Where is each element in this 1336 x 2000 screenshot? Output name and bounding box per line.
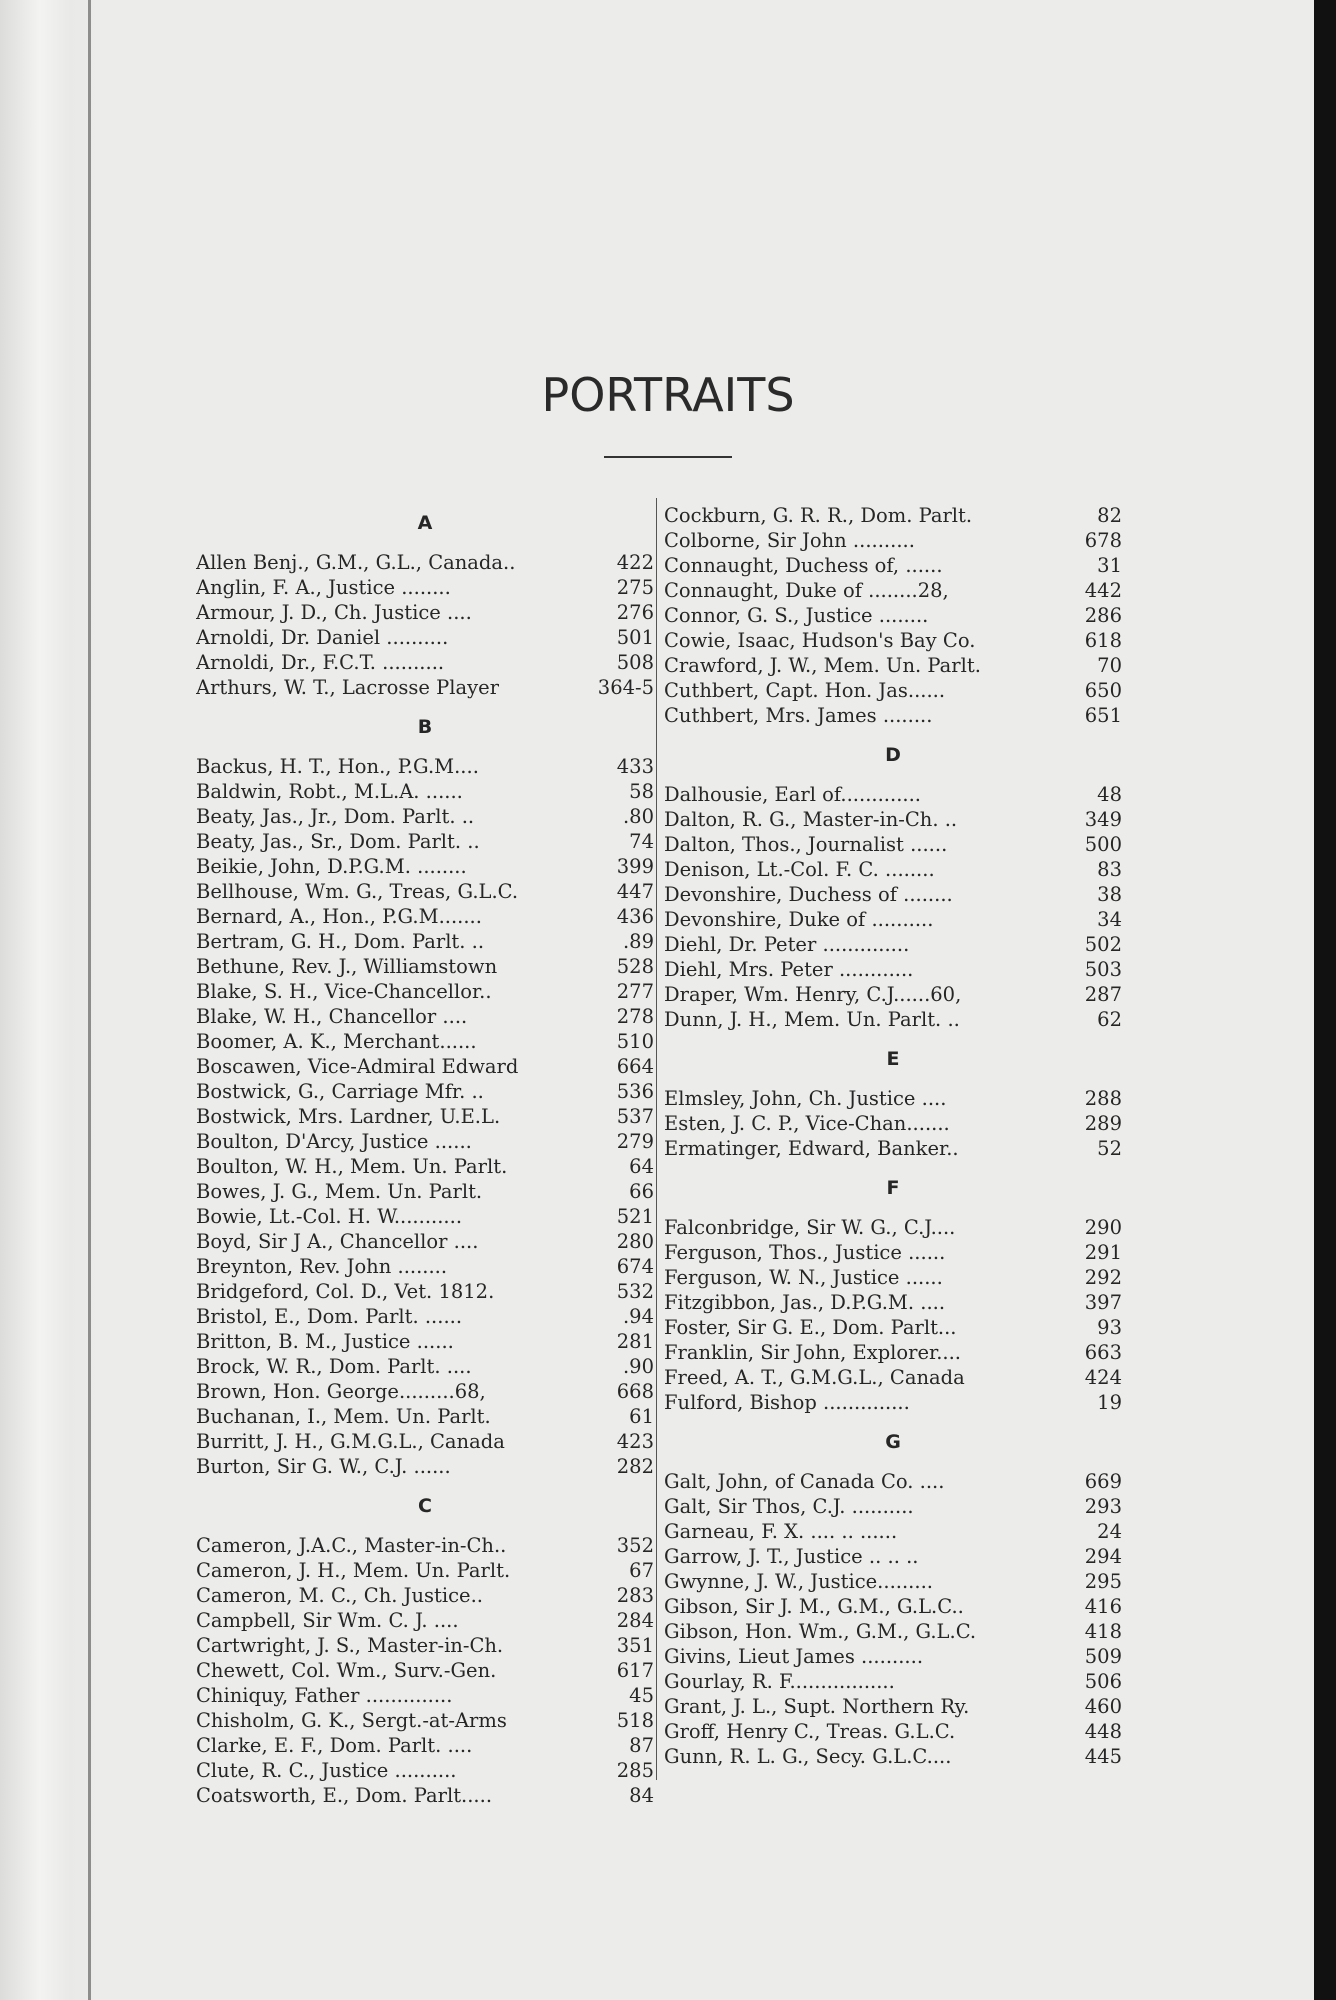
index-entry [196, 829, 654, 854]
entry-name: Ferguson, Thos., Justice ...... [664, 1241, 946, 1264]
entry-page-number: 436 [616, 905, 654, 928]
index-entry [196, 804, 654, 829]
index-entry [196, 1533, 654, 1558]
entry-page-number: 397 [1084, 1291, 1122, 1314]
index-entry [196, 550, 654, 575]
index-entry [664, 832, 1122, 857]
entry-name: Gibson, Hon. Wm., G.M., G.L.C. [664, 1620, 977, 1643]
page-title: PORTRAITS [541, 368, 795, 422]
index-entry [196, 904, 654, 929]
entry-name: Dalton, Thos., Journalist ...... [664, 833, 948, 856]
letter-group [664, 1032, 1122, 1161]
index-entry [664, 1569, 1122, 1594]
entry-page-number: 418 [1084, 1620, 1122, 1643]
index-entry [196, 1229, 654, 1254]
entry-name: Cockburn, G. R. R., Dom. Parlt. [664, 504, 973, 527]
entry-name: Burritt, J. H., G.M.G.L., Canada [196, 1430, 505, 1453]
entry-name: Bostwick, Mrs. Lardner, U.E.L. [196, 1105, 501, 1128]
section-letter: D [885, 744, 901, 766]
index-entry [196, 1154, 654, 1179]
letter-group [196, 1479, 654, 1808]
index-entry [664, 1619, 1122, 1644]
entry-page-number: 61 [629, 1405, 654, 1428]
entry-name: Bellhouse, Wm. G., Treas, G.L.C. [196, 880, 519, 903]
entry-page-number: 422 [616, 551, 654, 574]
entry-name: Bernard, A., Hon., P.G.M....... [196, 905, 482, 928]
index-entry [196, 1658, 654, 1683]
entry-page-number: 448 [1084, 1720, 1122, 1743]
entry-name: Givins, Lieut James .......... [664, 1645, 924, 1668]
entry-name: Fitzgibbon, Jas., D.P.G.M. .... [664, 1291, 946, 1314]
index-entry [664, 857, 1122, 882]
entry-page-number: 24 [1097, 1520, 1122, 1543]
entry-page-number: 433 [616, 755, 654, 778]
entry-page-number: 280 [616, 1230, 654, 1253]
index-entry [664, 1469, 1122, 1494]
entry-name: Armour, J. D., Ch. Justice .... [196, 601, 472, 624]
index-entry [196, 1329, 654, 1354]
index-entry [196, 1129, 654, 1154]
entry-name: Blake, S. H., Vice-Chancellor.. [196, 980, 492, 1003]
index-entry [196, 1379, 654, 1404]
index-entry [664, 1544, 1122, 1569]
entry-page-number: 286 [1084, 604, 1122, 627]
index-entry [196, 1733, 654, 1758]
entry-page-number: 532 [616, 1280, 654, 1303]
entry-name: Cuthbert, Mrs. James ........ [664, 704, 933, 727]
index-entry [664, 782, 1122, 807]
index-entry [196, 1254, 654, 1279]
index-entry [196, 1104, 654, 1129]
entry-name: Gunn, R. L. G., Secy. G.L.C.... [664, 1745, 952, 1768]
entry-name: Ermatinger, Edward, Banker.. [664, 1137, 959, 1160]
entry-page-number: 281 [616, 1330, 654, 1353]
index-column-left [196, 496, 654, 1808]
entry-name: Diehl, Dr. Peter .............. [664, 933, 910, 956]
index-entry [196, 1029, 654, 1054]
entry-page-number: 38 [1097, 883, 1122, 906]
entry-name: Ferguson, W. N., Justice ...... [664, 1266, 943, 1289]
entry-name: Crawford, J. W., Mem. Un. Parlt. [664, 654, 981, 677]
entry-name: Chewett, Col. Wm., Surv.-Gen. [196, 1659, 497, 1682]
entry-page-number: 528 [616, 955, 654, 978]
index-entry [196, 600, 654, 625]
entry-name: Beikie, John, D.P.G.M. ........ [196, 855, 467, 878]
entry-page-number: 352 [616, 1534, 654, 1557]
entry-page-number: 285 [616, 1759, 654, 1782]
entry-page-number: 295 [1084, 1570, 1122, 1593]
index-entry [664, 1644, 1122, 1669]
index-entry [664, 603, 1122, 628]
index-entry [664, 1290, 1122, 1315]
entry-name: Backus, H. T., Hon., P.G.M.... [196, 755, 479, 778]
entry-page-number: 292 [1084, 1266, 1122, 1289]
entry-page-number: 290 [1084, 1216, 1122, 1239]
index-entry [664, 528, 1122, 553]
index-entry [196, 1054, 654, 1079]
entry-page-number: 351 [616, 1634, 654, 1657]
entry-name: Freed, A. T., G.M.G.L., Canada [664, 1366, 965, 1389]
entry-name: Draper, Wm. Henry, C.J......60, [664, 983, 962, 1006]
entry-page-number: 84 [629, 1784, 654, 1807]
entry-page-number: 399 [616, 855, 654, 878]
entry-name: Brown, Hon. George.........68, [196, 1380, 486, 1403]
entry-name: Connaught, Duchess of, ...... [664, 554, 943, 577]
index-entry [196, 1304, 654, 1329]
entry-page-number: 64 [629, 1155, 654, 1178]
section-letter: G [885, 1431, 901, 1453]
entry-name: Dalhousie, Earl of............. [664, 783, 921, 806]
entry-name: Esten, J. C. P., Vice-Chan....... [664, 1112, 950, 1135]
entry-name: Connaught, Duke of ........28, [664, 579, 949, 602]
index-entry [196, 954, 654, 979]
page-binding-shadow [0, 0, 100, 2000]
index-entry [196, 1783, 654, 1808]
index-entry [664, 1007, 1122, 1032]
entry-name: Cameron, J.A.C., Master-in-Ch.. [196, 1534, 507, 1557]
entry-name: Brock, W. R., Dom. Parlt. .... [196, 1355, 472, 1378]
index-entry [664, 678, 1122, 703]
entry-page-number: 510 [616, 1030, 654, 1053]
entry-page-number: 668 [616, 1380, 654, 1403]
letter-group [196, 496, 654, 700]
entry-page-number: 293 [1084, 1495, 1122, 1518]
section-letter: C [418, 1495, 432, 1517]
index-entry [196, 854, 654, 879]
index-entry [664, 907, 1122, 932]
index-column-right [664, 503, 1122, 1769]
entry-name: Boscawen, Vice-Admiral Edward [196, 1055, 519, 1078]
entry-name: Bostwick, G., Carriage Mfr. .. [196, 1080, 484, 1103]
entry-page-number: 501 [616, 626, 654, 649]
index-entry [196, 1079, 654, 1104]
entry-page-number: 58 [629, 780, 654, 803]
entry-name: Beaty, Jas., Jr., Dom. Parlt. .. [196, 805, 475, 828]
entry-name: Falconbridge, Sir W. G., C.J.... [664, 1216, 956, 1239]
index-entry [196, 929, 654, 954]
index-entry [664, 1719, 1122, 1744]
letter-group [664, 503, 1122, 728]
entry-name: Boulton, W. H., Mem. Un. Parlt. [196, 1155, 508, 1178]
index-entry [196, 754, 654, 779]
entry-name: Dalton, R. G., Master-in-Ch. .. [664, 808, 958, 831]
entry-name: Bertram, G. H., Dom. Parlt. .. [196, 930, 485, 953]
index-entry [196, 1608, 654, 1633]
entry-page-number: 509 [1084, 1645, 1122, 1668]
letter-group [196, 700, 654, 1479]
entry-page-number: 279 [616, 1130, 654, 1153]
entry-name: Britton, B. M., Justice ...... [196, 1330, 454, 1353]
entry-name: Dunn, J. H., Mem. Un. Parlt. .. [664, 1008, 960, 1031]
entry-page-number: 284 [616, 1609, 654, 1632]
entry-name: Diehl, Mrs. Peter ............ [664, 958, 914, 981]
entry-page-number: 663 [1084, 1341, 1122, 1364]
index-entry [196, 1683, 654, 1708]
index-entry [664, 1694, 1122, 1719]
entry-page-number: 288 [1084, 1087, 1122, 1110]
entry-page-number: 82 [1097, 504, 1122, 527]
entry-page-number: 275 [616, 576, 654, 599]
binding-edge-line [88, 0, 91, 2000]
entry-name: Coatsworth, E., Dom. Parlt..... [196, 1784, 493, 1807]
index-entry [664, 1594, 1122, 1619]
column-divider [656, 498, 657, 1780]
entry-name: Buchanan, I., Mem. Un. Parlt. [196, 1405, 491, 1428]
entry-page-number: 536 [616, 1080, 654, 1103]
index-entry [196, 1454, 654, 1479]
entry-name: Campbell, Sir Wm. C. J. .... [196, 1609, 459, 1632]
entry-page-number: .80 [622, 805, 654, 828]
index-entry [196, 1004, 654, 1029]
entry-page-number: 66 [629, 1180, 654, 1203]
entry-page-number: 651 [1084, 704, 1122, 727]
letter-group [664, 1161, 1122, 1415]
entry-page-number: 19 [1097, 1391, 1122, 1414]
index-entry [664, 1390, 1122, 1415]
entry-name: Connor, G. S., Justice ........ [664, 604, 929, 627]
entry-page-number: 424 [1084, 1366, 1122, 1389]
entry-name: Gourlay, R. F................. [664, 1670, 895, 1693]
entry-name: Cartwright, J. S., Master-in-Ch. [196, 1634, 504, 1657]
entry-name: Breynton, Rev. John ........ [196, 1255, 448, 1278]
index-entry [664, 1669, 1122, 1694]
entry-page-number: 664 [616, 1055, 654, 1078]
section-letter: B [417, 716, 433, 738]
entry-page-number: 364-5 [597, 676, 654, 699]
entry-page-number: 669 [1084, 1470, 1122, 1493]
letter-group [664, 1415, 1122, 1769]
index-entry [664, 932, 1122, 957]
entry-name: Cuthbert, Capt. Hon. Jas...... [664, 679, 946, 702]
entry-name: Devonshire, Duke of .......... [664, 908, 934, 931]
entry-name: Clarke, E. F., Dom. Parlt. .... [196, 1734, 473, 1757]
index-entry [664, 1265, 1122, 1290]
index-entry [196, 1429, 654, 1454]
entry-page-number: 83 [1097, 858, 1122, 881]
entry-page-number: 294 [1084, 1545, 1122, 1568]
entry-page-number: 276 [616, 601, 654, 624]
entry-page-number: 67 [629, 1559, 654, 1582]
entry-name: Bowie, Lt.-Col. H. W........... [196, 1205, 463, 1228]
entry-page-number: 289 [1084, 1112, 1122, 1135]
entry-name: Franklin, Sir John, Explorer.... [664, 1341, 961, 1364]
entry-name: Elmsley, John, Ch. Justice .... [664, 1087, 947, 1110]
index-entry [664, 653, 1122, 678]
index-entry [196, 879, 654, 904]
entry-page-number: 283 [616, 1584, 654, 1607]
entry-page-number: 74 [629, 830, 654, 853]
section-letter: A [417, 512, 433, 534]
index-entry [664, 1315, 1122, 1340]
entry-name: Arthurs, W. T., Lacrosse Player [196, 676, 500, 699]
entry-page-number: .89 [622, 930, 654, 953]
index-entry [196, 1633, 654, 1658]
entry-name: Baldwin, Robt., M.L.A. ...... [196, 780, 463, 803]
index-entry [196, 625, 654, 650]
entry-page-number: 442 [1084, 579, 1122, 602]
index-entry [196, 1558, 654, 1583]
index-entry [664, 1744, 1122, 1769]
entry-name: Galt, Sir Thos, C.J. .......... [664, 1495, 914, 1518]
index-entry [664, 503, 1122, 528]
index-entry [196, 1279, 654, 1304]
entry-name: Beaty, Jas., Sr., Dom. Parlt. .. [196, 830, 480, 853]
entry-name: Chisholm, G. K., Sergt.-at-Arms [196, 1709, 507, 1732]
index-entry [196, 1179, 654, 1204]
index-entry [664, 1340, 1122, 1365]
entry-name: Arnoldi, Dr. Daniel .......... [196, 626, 449, 649]
entry-page-number: 650 [1084, 679, 1122, 702]
entry-page-number: 70 [1097, 654, 1122, 677]
scan-edge [1314, 0, 1336, 2000]
entry-name: Bethune, Rev. J., Williamstown [196, 955, 498, 978]
index-entry [196, 1583, 654, 1608]
entry-page-number: 537 [616, 1105, 654, 1128]
entry-page-number: 62 [1097, 1008, 1122, 1031]
entry-page-number: 52 [1097, 1137, 1122, 1160]
entry-name: Garneau, F. X. .... .. ...... [664, 1520, 898, 1543]
entry-name: Cameron, J. H., Mem. Un. Parlt. [196, 1559, 511, 1582]
entry-name: Bowes, J. G., Mem. Un. Parlt. [196, 1180, 483, 1203]
title-rule [604, 456, 732, 458]
entry-name: Boyd, Sir J A., Chancellor .... [196, 1230, 479, 1253]
entry-page-number: 349 [1084, 808, 1122, 831]
index-entry [664, 1111, 1122, 1136]
entry-name: Boomer, A. K., Merchant...... [196, 1030, 477, 1053]
section-letter: E [886, 1048, 900, 1070]
entry-page-number: 48 [1097, 783, 1122, 806]
index-entry [196, 1708, 654, 1733]
index-entry [196, 1354, 654, 1379]
index-entry [196, 675, 654, 700]
entry-name: Devonshire, Duchess of ........ [664, 883, 953, 906]
entry-page-number: 500 [1084, 833, 1122, 856]
entry-name: Grant, J. L., Supt. Northern Ry. [664, 1695, 970, 1718]
entry-page-number: .94 [622, 1305, 654, 1328]
index-entry [196, 1404, 654, 1429]
index-entry [664, 1086, 1122, 1111]
entry-page-number: 282 [616, 1455, 654, 1478]
entry-page-number: 93 [1097, 1316, 1122, 1339]
index-entry [664, 807, 1122, 832]
entry-name: Cowie, Isaac, Hudson's Bay Co. [664, 629, 976, 652]
entry-page-number: 445 [1084, 1745, 1122, 1768]
entry-page-number: 521 [616, 1205, 654, 1228]
entry-page-number: 447 [616, 880, 654, 903]
entry-page-number: 518 [616, 1709, 654, 1732]
entry-page-number: 277 [616, 980, 654, 1003]
entry-page-number: 278 [616, 1005, 654, 1028]
entry-name: Blake, W. H., Chancellor .... [196, 1005, 468, 1028]
entry-name: Bridgeford, Col. D., Vet. 1812. [196, 1280, 495, 1303]
entry-page-number: 506 [1084, 1670, 1122, 1693]
entry-name: Colborne, Sir John .......... [664, 529, 915, 552]
index-entry [196, 779, 654, 804]
entry-name: Anglin, F. A., Justice ........ [196, 576, 451, 599]
entry-page-number: 678 [1084, 529, 1122, 552]
entry-name: Bristol, E., Dom. Parlt. ...... [196, 1305, 463, 1328]
entry-page-number: 287 [1084, 983, 1122, 1006]
section-letter: F [886, 1177, 900, 1199]
entry-name: Gwynne, J. W., Justice......... [664, 1570, 933, 1593]
index-entry [196, 1758, 654, 1783]
index-entry [196, 979, 654, 1004]
entry-name: Denison, Lt.-Col. F. C. ........ [664, 858, 935, 881]
index-entry [664, 982, 1122, 1007]
entry-name: Foster, Sir G. E., Dom. Parlt... [664, 1316, 957, 1339]
entry-page-number: 503 [1084, 958, 1122, 981]
index-entry [664, 1215, 1122, 1240]
entry-name: Arnoldi, Dr., F.C.T. .......... [196, 651, 445, 674]
index-entry [664, 1136, 1122, 1161]
entry-page-number: 87 [629, 1734, 654, 1757]
entry-name: Clute, R. C., Justice .......... [196, 1759, 457, 1782]
entry-name: Groff, Henry C., Treas. G.L.C. [664, 1720, 956, 1743]
index-entry [664, 553, 1122, 578]
entry-page-number: 618 [1084, 629, 1122, 652]
entry-page-number: 423 [616, 1430, 654, 1453]
index-entry [196, 1204, 654, 1229]
index-entry [664, 882, 1122, 907]
entry-page-number: 617 [616, 1659, 654, 1682]
index-entry [196, 650, 654, 675]
index-entry [664, 578, 1122, 603]
entry-name: Fulford, Bishop .............. [664, 1391, 910, 1414]
entry-page-number: 674 [616, 1255, 654, 1278]
entry-page-number: 291 [1084, 1241, 1122, 1264]
entry-page-number: 460 [1084, 1695, 1122, 1718]
letter-group [664, 728, 1122, 1032]
index-entry [664, 957, 1122, 982]
entry-page-number: 416 [1084, 1595, 1122, 1618]
index-entry [664, 1365, 1122, 1390]
index-entry [664, 628, 1122, 653]
index-entry [664, 1494, 1122, 1519]
index-entry [664, 1519, 1122, 1544]
entry-name: Garrow, J. T., Justice .. .. .. [664, 1545, 919, 1568]
entry-page-number: .90 [622, 1355, 654, 1378]
index-entry [664, 1240, 1122, 1265]
index-entry [196, 575, 654, 600]
entry-name: Allen Benj., G.M., G.L., Canada.. [196, 551, 516, 574]
entry-name: Gibson, Sir J. M., G.M., G.L.C.. [664, 1595, 964, 1618]
entry-page-number: 45 [629, 1684, 654, 1707]
entry-page-number: 508 [616, 651, 654, 674]
entry-page-number: 34 [1097, 908, 1122, 931]
entry-name: Chiniquy, Father .............. [196, 1684, 453, 1707]
entry-page-number: 31 [1097, 554, 1122, 577]
entry-name: Boulton, D'Arcy, Justice ...... [196, 1130, 472, 1153]
index-entry [664, 703, 1122, 728]
entry-name: Cameron, M. C., Ch. Justice.. [196, 1584, 483, 1607]
entry-name: Burton, Sir G. W., C.J. ...... [196, 1455, 451, 1478]
entry-page-number: 502 [1084, 933, 1122, 956]
entry-name: Galt, John, of Canada Co. .... [664, 1470, 945, 1493]
